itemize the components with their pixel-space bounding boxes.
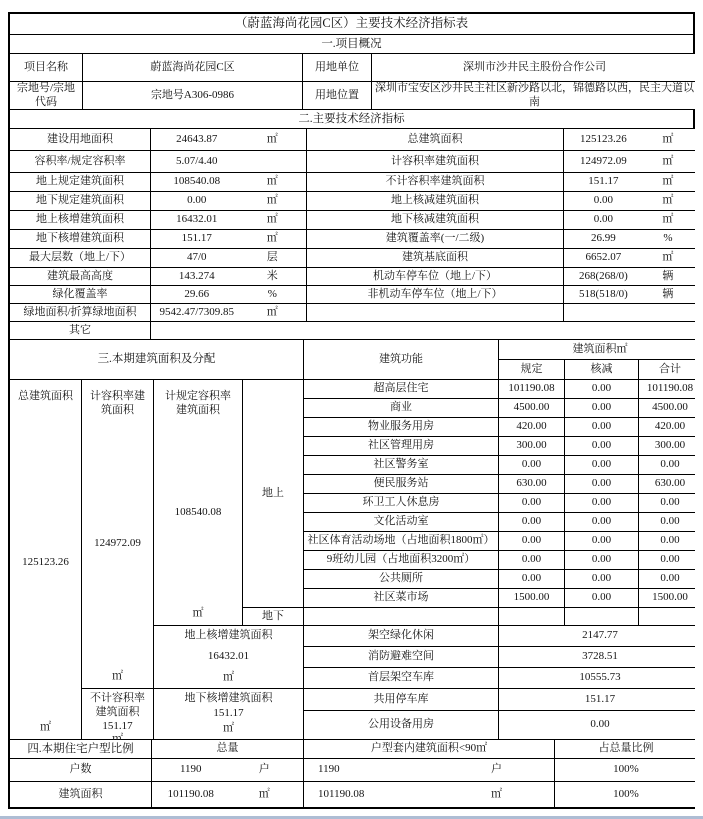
indicator-cell-empty [564, 304, 697, 321]
extra-row-value: 2147.77 [499, 626, 701, 646]
below-extra-cell [154, 689, 303, 739]
indicator-cell [564, 129, 697, 150]
indicator-label: 机动车停车位（地上/下） [307, 268, 563, 285]
total-area-cell [10, 380, 81, 739]
indicator-cell [564, 230, 697, 248]
indicator-value: 151.17 [181, 232, 212, 245]
subheader-guiding: 规定 [499, 360, 564, 379]
function-name: 社区警务室 [304, 456, 498, 474]
indicator-label: 总建筑面积 [307, 129, 563, 150]
label-other: 其它 [10, 322, 150, 339]
households-total-cell [152, 759, 303, 781]
section2-header-row [10, 110, 693, 128]
function-reduced: 0.00 [565, 456, 638, 474]
function-total: 4500.00 [639, 399, 701, 417]
indicator-unit: 辆 [662, 269, 674, 282]
indicator-unit: 辆 [662, 287, 674, 300]
below-ground-cell: 地下 [243, 608, 303, 625]
guiding-far-area-cell [154, 380, 242, 625]
function-reduced: 0.00 [565, 399, 638, 417]
indicator-unit: ㎡ [662, 213, 674, 226]
section1-header-row [10, 35, 693, 53]
function-total: 0.00 [639, 551, 701, 569]
row-label-floor-area: 建筑面积 [10, 782, 151, 807]
indicator-value: 29.66 [184, 287, 210, 300]
indicator-unit: % [663, 232, 673, 245]
subheader-total: 合计 [639, 360, 701, 379]
function-total: 1500.00 [639, 589, 701, 607]
total-area-value: 125123.26 [22, 555, 69, 568]
function-name: 物业服务用房 [304, 418, 498, 436]
section1-table [10, 54, 693, 109]
far-area-cell [82, 380, 153, 688]
indicator-cell [564, 151, 697, 172]
guiding-far-area-unit: ㎡ [192, 607, 204, 620]
function-name: 文化活动室 [304, 513, 498, 531]
indicator-label: 绿化覆盖率 [10, 286, 150, 303]
indicator-value: 124972.09 [580, 154, 627, 167]
indicator-cell [564, 173, 697, 191]
indicator-label: 建筑基底面积 [307, 249, 563, 267]
function-name: 环卫工人休息房 [304, 494, 498, 512]
extra-row-name: 共用停车库 [304, 689, 498, 710]
indicator-label: 地下核减建筑面积 [307, 211, 563, 229]
indicator-value: 9542.47/7309.85 [159, 305, 235, 318]
indicator-table [8, 12, 695, 809]
function-reduced: 0.00 [565, 475, 638, 493]
guiding-far-area-label: 计规定容积率建筑面积 [165, 390, 231, 416]
indicator-cell [151, 173, 306, 191]
value-lot-number: 宗地号A306-0986 [83, 82, 302, 109]
indicator-value: 125123.26 [580, 132, 627, 145]
indicator-unit: ㎡ [266, 232, 278, 245]
far-area-label: 计容积率建筑面积 [90, 390, 145, 416]
indicator-label: 地上核增建筑面积 [10, 211, 150, 229]
indicator-value: 5.07/4.40 [176, 154, 218, 167]
extra-row-value: 151.17 [499, 689, 701, 710]
col-header-small-units: 户型套内建筑面积<90㎡ [304, 740, 554, 758]
section3-table [10, 340, 693, 739]
function-guiding: 0.00 [499, 494, 564, 512]
function-guiding: 630.00 [499, 475, 564, 493]
households-small-cell [304, 759, 554, 781]
guiding-far-area-value: 108540.08 [174, 505, 222, 518]
nofar-area-label: 不计容积率建筑面积 [90, 692, 145, 718]
indicator-unit: ㎡ [662, 175, 674, 188]
indicator-cell [151, 268, 306, 285]
below-ground-total-empty [639, 608, 701, 625]
indicator-cell [151, 304, 306, 321]
indicator-label: 计容积率建筑面积 [307, 151, 563, 172]
below-ground-guiding-empty [499, 608, 564, 625]
value-other-empty [151, 322, 697, 339]
function-total: 0.00 [639, 513, 701, 531]
indicator-value: 108540.08 [173, 175, 221, 188]
function-guiding: 0.00 [499, 551, 564, 569]
extra-row-value: 0.00 [499, 711, 701, 739]
indicator-unit: % [267, 287, 277, 300]
above-ground-cell: 地上 [243, 380, 303, 607]
function-reduced: 0.00 [565, 589, 638, 607]
indicator-cell [151, 129, 306, 150]
indicator-value: 6652.07 [585, 251, 622, 264]
indicator-value: 0.00 [593, 194, 614, 207]
indicator-unit: 米 [266, 269, 278, 282]
indicator-label: 不计容积率建筑面积 [307, 173, 563, 191]
indicator-cell [151, 249, 306, 267]
below-extra-label: 地下核增建筑面积 [184, 692, 273, 704]
indicator-label: 地上规定建筑面积 [10, 173, 150, 191]
below-ground-function-empty [304, 608, 498, 625]
function-name: 社区体育活动场地（占地面积1800㎡） [304, 532, 498, 550]
far-area-unit: ㎡ [112, 670, 123, 683]
extra-row-value: 10555.73 [499, 668, 701, 688]
row-label-households: 户数 [10, 759, 151, 781]
households-small-unit: 户 [491, 763, 502, 776]
extra-row-name: 公用设备用房 [304, 711, 498, 739]
indicator-unit: ㎡ [662, 194, 674, 207]
indicator-label: 绿地面积/折算绿地面积 [10, 304, 150, 321]
value-project-name: 蔚蓝海尚花园C区 [83, 54, 302, 81]
indicator-label: 容积率/规定容积率 [10, 151, 150, 172]
indicator-label: 地下核增建筑面积 [10, 230, 150, 248]
function-reduced: 0.00 [565, 513, 638, 531]
floor-area-total-value: 101190.08 [167, 787, 214, 800]
function-guiding: 420.00 [499, 418, 564, 436]
indicator-label: 建筑覆盖率(一/二级) [307, 230, 563, 248]
indicator-value: 47/0 [187, 251, 207, 264]
indicator-label: 地下规定建筑面积 [10, 192, 150, 210]
indicator-unit: ㎡ [662, 251, 674, 264]
indicator-value: 0.00 [187, 194, 207, 207]
households-total-unit: 户 [258, 763, 270, 776]
indicator-cell [151, 151, 306, 172]
label-land-location: 用地位置 [303, 82, 371, 109]
function-name: 便民服务站 [304, 475, 498, 493]
section3-header: 三.本期建筑面积及分配 [10, 340, 303, 379]
floor-area-small-unit: ㎡ [491, 787, 502, 800]
function-header: 建筑功能 [304, 340, 498, 379]
indicator-unit: ㎡ [266, 305, 278, 318]
below-extra-unit: ㎡ [223, 722, 234, 735]
floor-area-ratio: 100% [555, 782, 697, 807]
function-reduced: 0.00 [565, 494, 638, 512]
value-land-location: 深圳市宝安区沙井民主社区新沙路以北，锦德路以西，民主大道以南 [372, 82, 697, 109]
total-area-label: 总建筑面积 [18, 390, 73, 402]
function-guiding: 0.00 [499, 532, 564, 550]
indicator-unit [241, 151, 304, 172]
far-area-value: 124972.09 [94, 537, 141, 549]
function-reduced: 0.00 [565, 380, 638, 398]
floor-area-small-cell [304, 782, 554, 807]
indicator-unit: ㎡ [662, 154, 674, 167]
function-guiding: 0.00 [499, 513, 564, 531]
function-total: 0.00 [639, 456, 701, 474]
indicator-value: 16432.01 [176, 213, 218, 226]
indicator-value: 151.17 [588, 175, 619, 188]
label-lot-number: 宗地号/宗地代码 [10, 82, 82, 109]
function-reduced: 0.00 [565, 570, 638, 588]
function-guiding: 300.00 [499, 437, 564, 455]
below-extra-value: 151.17 [213, 707, 244, 720]
function-total: 101190.08 [639, 380, 701, 398]
function-name: 9班幼儿园（占地面积3200㎡） [304, 551, 498, 569]
indicator-cell [151, 286, 306, 303]
households-small-value: 1190 [318, 763, 340, 776]
above-extra-label: 地上核增建筑面积 [184, 629, 273, 641]
below-ground-reduced-empty [565, 608, 638, 625]
table-title: （蔚蓝海尚花园C区）主要技术经济指标表 [10, 14, 693, 34]
nofar-area-value: 151.17 [102, 719, 133, 732]
indicator-value: 26.99 [591, 232, 616, 245]
indicator-value: 268(268/0) [578, 269, 628, 282]
indicator-label-empty [307, 304, 563, 321]
section1-header: 一.项目概况 [10, 35, 693, 53]
function-guiding: 0.00 [499, 456, 564, 474]
indicator-value: 0.00 [593, 213, 614, 226]
floor-area-total-cell [152, 782, 303, 807]
floor-area-total-unit: ㎡ [258, 787, 270, 800]
function-name: 超高层住宅 [304, 380, 498, 398]
total-area-unit: ㎡ [40, 721, 51, 734]
function-reduced: 0.00 [565, 551, 638, 569]
section4-table [10, 740, 693, 807]
indicator-cell [564, 268, 697, 285]
indicator-cell [564, 211, 697, 229]
indicator-unit: ㎡ [266, 132, 278, 145]
indicator-unit: ㎡ [266, 213, 278, 226]
function-reduced: 0.00 [565, 418, 638, 436]
function-total: 300.00 [639, 437, 701, 455]
indicator-value: 143.274 [178, 269, 215, 282]
households-ratio: 100% [555, 759, 697, 781]
indicator-cell [151, 211, 306, 229]
floor-area-small-value: 101190.08 [318, 787, 365, 800]
indicator-value: 518(518/0) [578, 287, 628, 300]
function-guiding: 101190.08 [499, 380, 564, 398]
extra-row-name: 架空绿化休闲 [304, 626, 498, 646]
above-extra-value: 16432.01 [207, 650, 250, 663]
above-extra-cell [154, 626, 303, 688]
function-total: 420.00 [639, 418, 701, 436]
indicator-value: 24643.87 [176, 132, 218, 145]
indicator-label: 非机动车停车位（地上/下） [307, 286, 563, 303]
above-extra-unit: ㎡ [223, 671, 234, 684]
function-name: 社区管理用房 [304, 437, 498, 455]
function-guiding: 0.00 [499, 570, 564, 588]
label-project-name: 项目名称 [10, 54, 82, 81]
title-row [10, 14, 693, 34]
households-total-value: 1190 [179, 763, 202, 776]
function-guiding: 4500.00 [499, 399, 564, 417]
nofar-area-cell [82, 689, 153, 739]
indicator-unit: ㎡ [662, 132, 674, 145]
extra-row-name: 消防避难空间 [304, 647, 498, 667]
indicator-cell [564, 192, 697, 210]
function-total: 0.00 [639, 532, 701, 550]
function-name: 公共厕所 [304, 570, 498, 588]
function-name: 社区菜市场 [304, 589, 498, 607]
col-header-total: 总量 [152, 740, 303, 758]
label-land-user: 用地单位 [303, 54, 371, 81]
indicator-label: 地上核减建筑面积 [307, 192, 563, 210]
extra-row-value: 3728.51 [499, 647, 701, 667]
indicator-cell [151, 192, 306, 210]
function-guiding: 1500.00 [499, 589, 564, 607]
indicator-unit: ㎡ [266, 175, 278, 188]
indicator-label: 建设用地面积 [10, 129, 150, 150]
col-header-ratio: 占总量比例 [555, 740, 697, 758]
function-total: 0.00 [639, 494, 701, 512]
indicator-label: 建筑最高高度 [10, 268, 150, 285]
subheader-reduced: 核减 [565, 360, 638, 379]
section4-header: 四.本期住宅户型比例 [10, 740, 151, 758]
area-header: 建筑面积㎡ [499, 340, 701, 359]
indicator-cell [564, 249, 697, 267]
section2-header: 二.主要技术经济指标 [10, 110, 693, 128]
indicator-cell [564, 286, 697, 303]
indicator-cell [151, 230, 306, 248]
section2-table [10, 129, 693, 339]
function-reduced: 0.00 [565, 532, 638, 550]
function-name: 商业 [304, 399, 498, 417]
indicator-unit: 层 [266, 251, 278, 264]
extra-row-name: 首层架空车库 [304, 668, 498, 688]
function-total: 630.00 [639, 475, 701, 493]
function-reduced: 0.00 [565, 437, 638, 455]
indicator-unit: ㎡ [266, 194, 278, 207]
function-total: 0.00 [639, 570, 701, 588]
indicator-label: 最大层数（地上/下） [10, 249, 150, 267]
value-land-user: 深圳市沙井民主股份合作公司 [372, 54, 697, 81]
